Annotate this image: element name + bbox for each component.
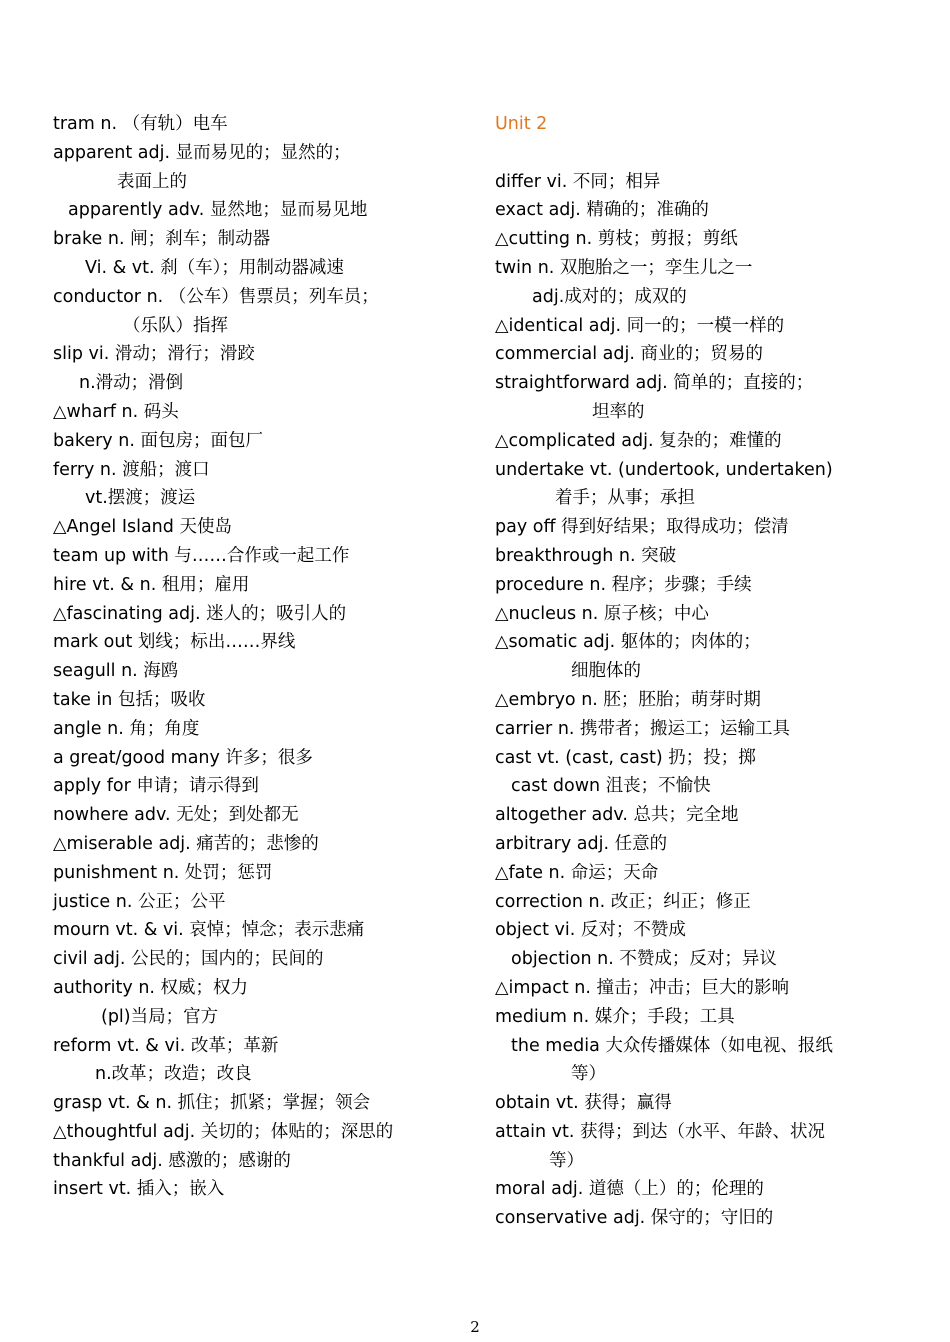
- vocab-line: grasp vt. & n. 抓住；抓紧；掌握；领会: [53, 1093, 371, 1114]
- vocab-line: differ vi. 不同；相异: [495, 171, 661, 192]
- vocab-line: vt.摆渡；渡运: [85, 488, 196, 509]
- vocab-line: arbitrary adj. 任意的: [495, 833, 668, 854]
- vocab-line: altogether adv. 总共；完全地: [495, 805, 739, 826]
- vocab-line: object vi. 反对；不赞成: [495, 920, 686, 941]
- vocab-line: n.滑动；滑倒: [79, 373, 184, 394]
- vocab-line: brake n. 闸；刹车；制动器: [53, 229, 271, 250]
- vocab-line: △miserable adj. 痛苦的；悲惨的: [53, 833, 319, 854]
- vocab-line: cast down 沮丧；不愉快: [511, 776, 711, 797]
- vocab-line: （乐队）指挥: [123, 315, 228, 336]
- vocab-line: 细胞体的: [571, 661, 641, 682]
- vocab-line: slip vi. 滑动；滑行；滑跤: [53, 344, 255, 365]
- vocab-line: insert vt. 插入；嵌入: [53, 1179, 225, 1200]
- vocab-line: [495, 139, 915, 168]
- vocab-line: △identical adj. 同一的；一模一样的: [495, 315, 785, 336]
- vocab-line: conductor n. （公车）售票员；列车员；: [53, 286, 379, 307]
- vocab-line: a great/good many 许多；很多: [53, 747, 313, 768]
- vocab-line: 着手；从事；承担: [555, 488, 695, 509]
- vocab-line: 表面上的: [117, 171, 187, 192]
- vocab-line: mourn vt. & vi. 哀悼；悼念；表示悲痛: [53, 920, 365, 941]
- vocab-line: △wharf n. 码头: [53, 401, 179, 422]
- vocab-line: breakthrough n. 突破: [495, 545, 677, 566]
- vocab-line: apparently adv. 显然地；显而易见地: [68, 200, 368, 221]
- vocab-line: straightforward adj. 简单的；直接的；: [495, 373, 814, 394]
- vocab-line: mark out 划线；标出……界线: [53, 632, 296, 653]
- vocab-line: apparent adj. 显而易见的；显然的；: [53, 142, 351, 163]
- vocab-line: 坦率的: [592, 401, 645, 422]
- vocab-line: △cutting n. 剪枝；剪报；剪纸: [495, 229, 738, 250]
- vocab-line: △impact n. 撞击；冲击；巨大的影响: [495, 977, 789, 998]
- vocab-line: 等）: [549, 1150, 584, 1171]
- vocab-line: procedure n. 程序；步骤；手续: [495, 574, 752, 595]
- vocab-line: (pl)当局；官方: [101, 1006, 219, 1027]
- vocab-line: take in 包括；吸收: [53, 689, 206, 710]
- vocab-line: △fate n. 命运；天命: [495, 862, 659, 883]
- vocab-line: punishment n. 处罚；惩罚: [53, 862, 273, 883]
- vocab-line: exact adj. 精确的；准确的: [495, 200, 709, 221]
- vocab-line: attain vt. 获得；到达（水平、年龄、状况: [495, 1121, 826, 1142]
- vocab-line: moral adj. 道德（上）的；伦理的: [495, 1179, 764, 1200]
- vocab-line: justice n. 公正；公平: [53, 891, 226, 912]
- vocab-line: the media 大众传播媒体（如电视、报纸: [511, 1035, 833, 1056]
- vocab-line: carrier n. 携带者；搬运工；运输工具: [495, 718, 791, 739]
- vocab-line: △complicated adj. 复杂的；难懂的: [495, 430, 782, 451]
- vocab-line: civil adj. 公民的；国内的；民间的: [53, 949, 324, 970]
- vocab-line: objection n. 不赞成；反对；异议: [511, 949, 777, 970]
- vocab-line: Vi. & vt. 刹（车）；用制动器减速: [85, 257, 344, 278]
- vocab-line: n.改革；改造；改良: [95, 1064, 252, 1085]
- page-number: 2: [470, 1318, 480, 1336]
- vocab-line: cast vt. (cast, cast) 扔；投；掷: [495, 747, 756, 768]
- vocab-line: angle n. 角；角度: [53, 718, 200, 739]
- vocab-line: △embryo n. 胚；胚胎；萌芽时期: [495, 689, 761, 710]
- vocab-line: pay off 得到好结果；取得成功；偿清: [495, 517, 789, 538]
- vocab-line: 等）: [571, 1064, 606, 1085]
- vocab-line: △thoughtful adj. 关切的；体贴的；深思的: [53, 1121, 394, 1142]
- vocab-line: △fascinating adj. 迷人的；吸引人的: [53, 603, 347, 624]
- vocab-line: twin n. 双胞胎之一；孪生儿之一: [495, 257, 753, 278]
- vocab-line: obtain vt. 获得；赢得: [495, 1093, 672, 1114]
- vocab-line: △somatic adj. 躯体的；肉体的；: [495, 632, 761, 653]
- vocab-line: ferry n. 渡船；渡口: [53, 459, 210, 480]
- vocab-line: commercial adj. 商业的；贸易的: [495, 344, 763, 365]
- vocab-line: △nucleus n. 原子核；中心: [495, 603, 709, 624]
- vocab-line: adj.成对的；成双的: [532, 286, 687, 307]
- vocab-line: conservative adj. 保守的；守旧的: [495, 1208, 774, 1229]
- vocab-line: bakery n. 面包房；面包厂: [53, 430, 263, 451]
- vocab-line: thankful adj. 感激的；感谢的: [53, 1150, 291, 1171]
- right-column: [495, 110, 915, 1233]
- vocab-line: team up with 与……合作或一起工作: [53, 545, 350, 566]
- vocab-line: medium n. 媒介；手段；工具: [495, 1006, 735, 1027]
- unit-heading: Unit 2: [495, 114, 548, 134]
- vocab-line: nowhere adv. 无处；到处都无: [53, 805, 299, 826]
- vocab-line: seagull n. 海鸥: [53, 661, 179, 682]
- vocab-line: hire vt. & n. 租用；雇用: [53, 574, 250, 595]
- left-column: [53, 110, 473, 1204]
- vocab-line: △Angel Island 天使岛: [53, 517, 232, 538]
- vocab-line: tram n. （有轨）电车: [53, 114, 228, 134]
- vocab-line: correction n. 改正；纠正；修正: [495, 891, 751, 912]
- vocab-line: undertake vt. (undertook, undertaken): [495, 459, 833, 480]
- vocab-line: apply for 申请；请示得到: [53, 776, 259, 797]
- vocab-line: authority n. 权威；权力: [53, 977, 249, 998]
- vocab-line: reform vt. & vi. 改革；革新: [53, 1035, 279, 1056]
